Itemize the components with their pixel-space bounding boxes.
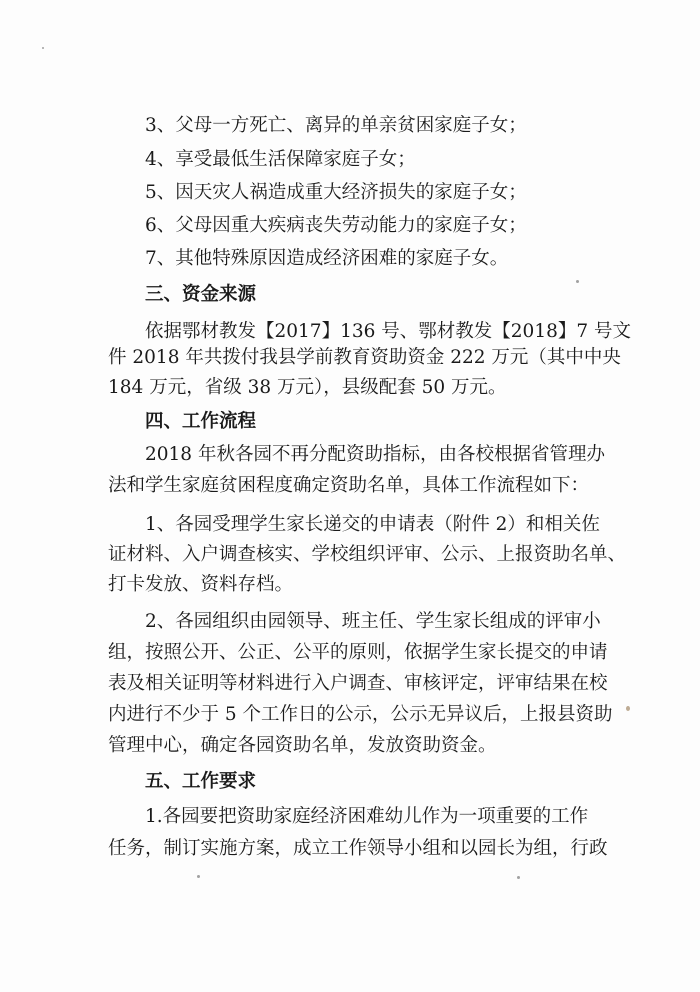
paragraph-line: 2018 年秋各园不再分配资助指标，由各校根据省管理办 <box>145 444 605 465</box>
paragraph-line: 打卡发放、资料存档。 <box>108 574 294 595</box>
paragraph-line: 证材料、入户调查核实、学校组织评审、公示、上报资助名单、 <box>108 544 627 565</box>
list-item: 5、因天灾人祸造成重大经济损失的家庭子女； <box>145 182 527 203</box>
list-item: 7、其他特殊原因造成经济困难的家庭子女。 <box>145 248 509 269</box>
section-heading: 四、工作流程 <box>145 411 257 432</box>
paragraph-line: 任务，制订实施方案，成立工作领导小组和以园长为组，行政 <box>108 838 608 859</box>
section-heading: 三、资金来源 <box>145 284 257 305</box>
list-item: 6、父母因重大疾病丧失劳动能力的家庭子女； <box>145 215 527 236</box>
scan-speck <box>576 280 579 283</box>
paragraph-line: 管理中心，确定各园资助名单，发放资助资金。 <box>108 735 497 756</box>
scan-speck <box>517 876 520 879</box>
paragraph-line: 法和学生家庭贫困程度确定资助名单，具体工作流程如下： <box>108 475 590 496</box>
paragraph-line: 依据鄂材教发【2017】136 号、鄂材教发【2018】7 号文 <box>145 321 632 342</box>
paragraph-line: 件 2018 年共拨付我县学前教育资助资金 222 万元（其中中央 <box>108 347 621 368</box>
paragraph-line: 1、各园受理学生家长递交的申请表（附件 2）和相关佐 <box>145 514 600 535</box>
paragraph-line: 表及相关证明等材料进行入户调查、审核评定，评审结果在校 <box>108 673 608 694</box>
paragraph-line: 184 万元，省级 38 万元），县级配套 50 万元。 <box>108 377 507 398</box>
paragraph-line: 内进行不少于 5 个工作日的公示，公示无异议后，上报县资助 <box>108 704 613 725</box>
paragraph-line: 1.各园要把资助家庭经济困难幼儿作为一项重要的工作 <box>145 806 589 827</box>
paragraph-line: 2、各园组织由园领导、班主任、学生家长组成的评审小 <box>145 611 601 632</box>
scan-speck <box>42 47 44 49</box>
scan-speck <box>626 706 630 711</box>
scan-speck <box>197 875 200 878</box>
section-heading: 五、工作要求 <box>145 771 257 792</box>
paragraph-line: 组，按照公开、公正、公平的原则，依据学生家长提交的申请 <box>108 642 608 663</box>
list-item: 3、父母一方死亡、离异的单亲贫困家庭子女； <box>145 115 527 136</box>
list-item: 4、享受最低生活保障家庭子女； <box>145 149 416 170</box>
